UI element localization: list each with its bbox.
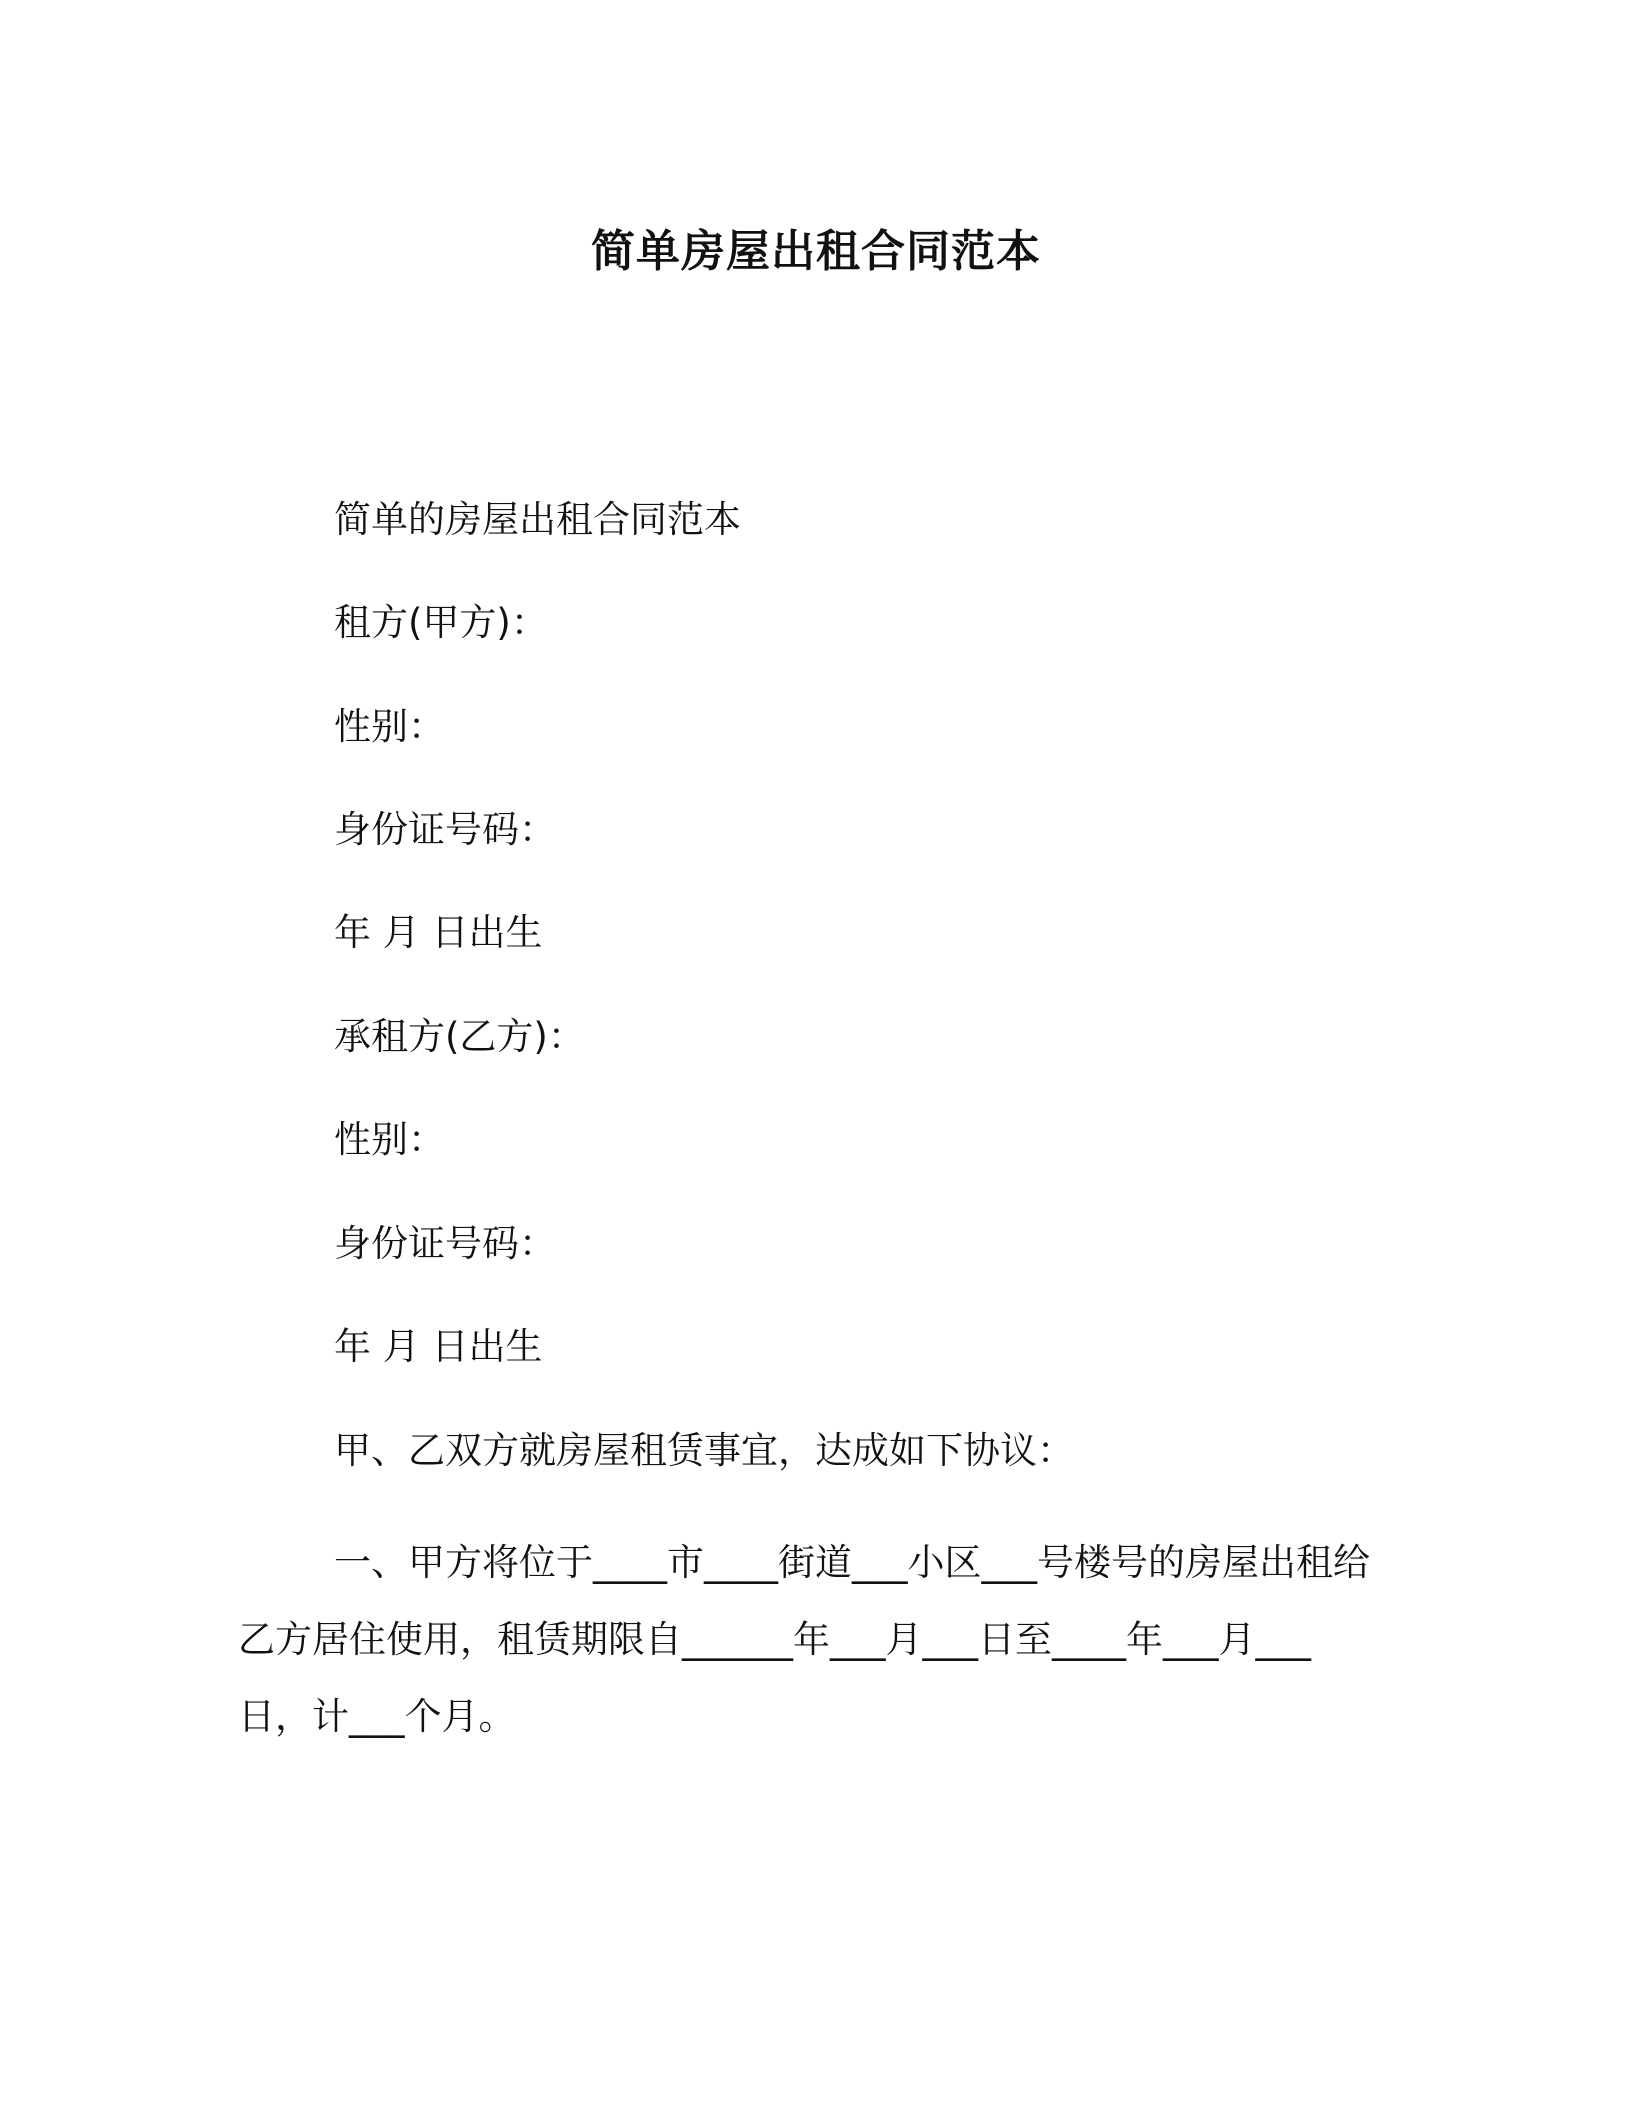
lessee-gender-label: 性别：: [334, 1118, 445, 1161]
lessee-id-label: 身份证号码：: [334, 1222, 556, 1265]
lessee-birth-label: 年 月 日出生: [334, 1325, 543, 1368]
document-title: 简单房屋出租合同范本: [591, 226, 1041, 277]
lessor-id-label: 身份证号码：: [334, 808, 556, 851]
lessor-gender-label: 性别：: [334, 705, 445, 748]
lessee-label: 承租方(乙方)：: [334, 1015, 585, 1058]
clause-1-paragraph: 一、甲方将位于____市____街道___小区___号楼号的房屋出租给乙方居住使用，租赁期限自______年___月___日至____年___月___日，计___个月。: [238, 1541, 1370, 1738]
lessor-label: 租方(甲方)：: [334, 601, 548, 644]
lessor-birth-label: 年 月 日出生: [334, 911, 543, 954]
agreement-intro: 甲、乙双方就房屋租赁事宜，达成如下协议：: [334, 1429, 1074, 1472]
subtitle-line: 简单的房屋出租合同范本: [334, 498, 741, 541]
